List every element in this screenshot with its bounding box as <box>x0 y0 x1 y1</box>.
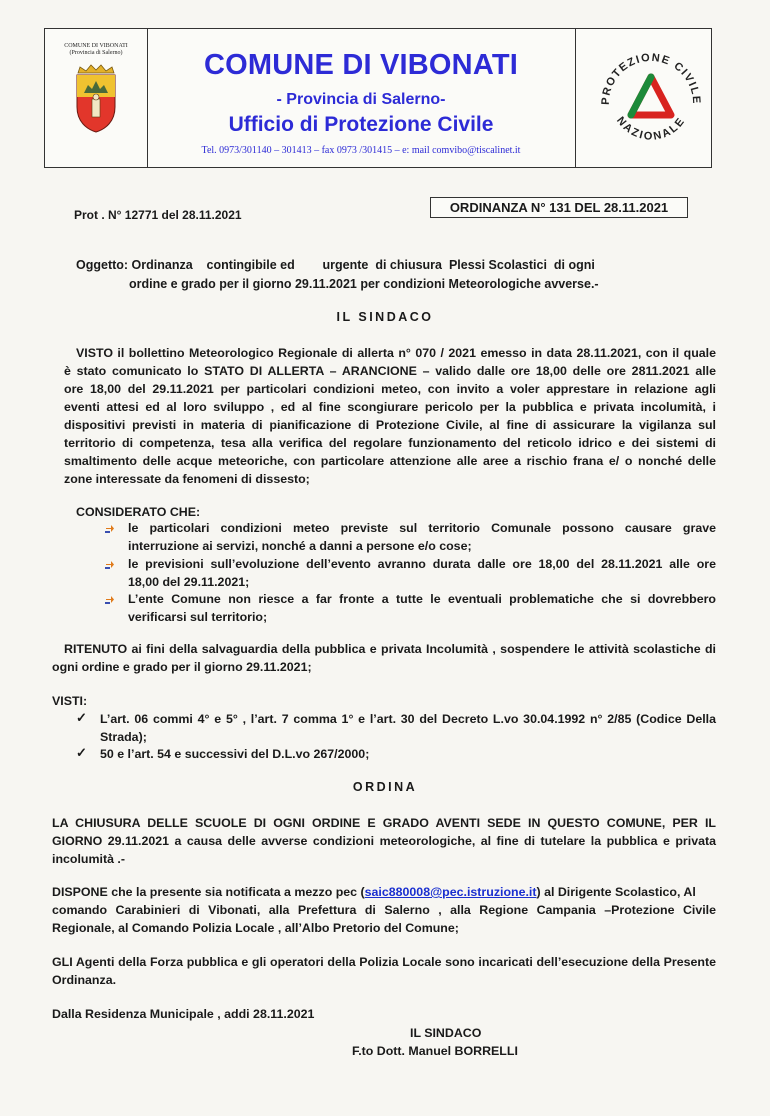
protocol-number: Prot . N° 12771 del 28.11.2021 <box>74 208 242 222</box>
ordina-line-2: GIORNO 29.11.2021 a causa delle avverse condizioni meteorologiche, al fine di tutelare la pubblica e privata <box>52 834 716 848</box>
protezione-civile-logo-icon <box>591 39 711 159</box>
crest-caption-line1: COMUNE DI VIBONATI <box>64 43 128 49</box>
visti-item-1-line-2: Strada); <box>100 730 147 744</box>
considerato-heading: CONSIDERATO CHE: <box>76 505 201 519</box>
dispone-line-1 <box>52 883 716 901</box>
visti-item-1-line-1: L’art. 06 commi 4° e 5° , l’art. 7 comma 1° e l’art. 30 del Decreto L.vo 30.04.1992 n° 2/85 (Codice Della <box>100 712 716 726</box>
ritenuto-line-2: ogni ordine e grado per il giorno 29.11.2021; <box>52 660 312 674</box>
logo-text-top: PROTEZIONE CIVILE <box>599 51 703 106</box>
crest-caption <box>45 43 147 57</box>
ordina-line-3: incolumità .- <box>52 852 125 866</box>
visto-line-8: zone interessate da fenomeni di dissesto; <box>64 472 310 486</box>
dispone-line-3: Regionale, al Comando Polizia Locale , all’Albo Pretorio del Comune; <box>52 921 459 935</box>
municipality-title: COMUNE DI VIBONATI <box>203 49 518 81</box>
dispone-line-1-pre: DISPONE che la presente sia notificata a mezzo pec ( <box>52 885 365 899</box>
arrow-bullet-icon <box>104 594 115 605</box>
subject-line-1: Oggetto: Ordinanza contingibile ed urgente di chiusura Plessi Scolastici di ogni <box>76 258 595 272</box>
checkmark-icon: ✓ <box>76 710 87 725</box>
ordina-line-1: LA CHIUSURA DELLE SCUOLE DI OGNI ORDINE E GRADO AVENTI SEDE IN QUESTO COMUNE, PER IL <box>52 816 716 830</box>
municipal-crest-icon <box>74 63 118 133</box>
dispone-line-2: comando Carabinieri di Vibonati, alla Prefettura di Salerno , alla Regione Campania –Protezione Civile <box>52 903 716 917</box>
visto-line-6: territorio di competenza, tesa alla verifica del regolare funzionamento del reticolo idrico e dei sistemi di <box>64 436 716 450</box>
ritenuto-line-1: RITENUTO ai fini della salvaguardia della pubblica e privata Incolumità , sospendere le attività scolastiche di <box>64 642 716 656</box>
subject-line-2: ordine e grado per il giorno 29.11.2021 per condizioni Meteorologiche avverse.- <box>129 277 599 291</box>
considerato-item-2-line-2: 18,00 del 29.11.2021; <box>128 575 250 589</box>
svg-text:NAZIONALE <box>614 115 688 143</box>
agenti-line-2: Ordinanza. <box>52 973 117 987</box>
visto-line-1: VISTO il bollettino Meteorologico Regionale di allerta n° 070 / 2021 emesso in data 28.11.2021, con il quale <box>76 346 716 360</box>
letterhead-divider-right <box>575 29 576 167</box>
office-title: Ufficio di Protezione Civile <box>228 113 494 136</box>
signature-role: IL SINDACO <box>410 1026 482 1040</box>
visto-line-2: è stato comunicato lo STATO DI ALLERTA – ARANCIONE – valido dalle ore 18,00 delle ore 2811.2021 alle <box>64 364 716 378</box>
arrow-bullet-icon <box>104 523 115 534</box>
checkmark-icon: ✓ <box>76 745 87 760</box>
visto-line-5: dispositivi previsti in materia di pianificazione di Protezione Civile, al fine di assicurare la vigilanza sul <box>64 418 716 432</box>
visto-line-3: ore 18,00 del 29.11.2021 per particolari condizioni meteo, con invito a voler apprestare in relazione agli <box>64 382 716 396</box>
crest-caption-line2: (Provincia di Salerno) <box>69 50 123 56</box>
agenti-line-1: GLI Agenti della Forza pubblica e gli operatori della Polizia Locale sono incaricati dell’esecuzione della Presente <box>52 955 716 969</box>
visto-line-4: eventi attesi ed al loro sviluppo , ed al fine scongiurare pericolo per la pubblica e privata incolumità, i <box>64 400 716 414</box>
pec-address-link[interactable]: saic880008@pec.istruzione.it <box>364 885 537 899</box>
visti-item-2: 50 e l’art. 54 e successivi del D.L.vo 267/2000; <box>100 747 370 761</box>
considerato-item-3-line-2: verificarsi sul territorio; <box>128 610 268 624</box>
considerato-item-1-line-2: interruzione ai servizi, nonché a danni a persone e/o cose; <box>128 539 472 553</box>
ordina-heading: ORDINA <box>352 780 418 794</box>
visto-line-7: smaltimento delle acque meteoriche, con particolare attenzione alle aree a rischio frana e/ o nonché delle <box>64 454 716 468</box>
considerato-item-1-line-1: le particolari condizioni meteo previste sul territorio Comunale possono causare grave <box>128 521 716 535</box>
considerato-item-3-line-1: L’ente Comune non riesce a far fronte a tutte le eventuali problematiche che si dovrebbero <box>128 592 716 606</box>
place-and-date: Dalla Residenza Municipale , addi 28.11.2021 <box>52 1007 315 1021</box>
signature-name: F.to Dott. Manuel BORRELLI <box>352 1044 518 1058</box>
dispone-line-1-post: ) al Dirigente Scolastico, Al <box>536 885 696 899</box>
il-sindaco-heading: IL SINDACO <box>336 310 434 324</box>
arrow-bullet-icon <box>104 559 115 570</box>
visti-heading: VISTI: <box>52 694 88 708</box>
contact-info: Tel. 0973/301140 – 301413 – fax 0973 /301415 – e: mail comvibo@tiscalinet.it <box>201 145 521 156</box>
logo-text-bottom: NAZIONALE <box>614 114 688 143</box>
considerato-item-2-line-1: le previsioni sull’evoluzione dell’evento avranno durata dalle ore 18,00 del 28.11.2021 alle ore <box>128 557 716 571</box>
province-subtitle: - Provincia di Salerno- <box>276 91 446 108</box>
letterhead <box>44 28 712 168</box>
ordinance-number-box: ORDINANZA N° 131 DEL 28.11.2021 <box>430 197 688 218</box>
